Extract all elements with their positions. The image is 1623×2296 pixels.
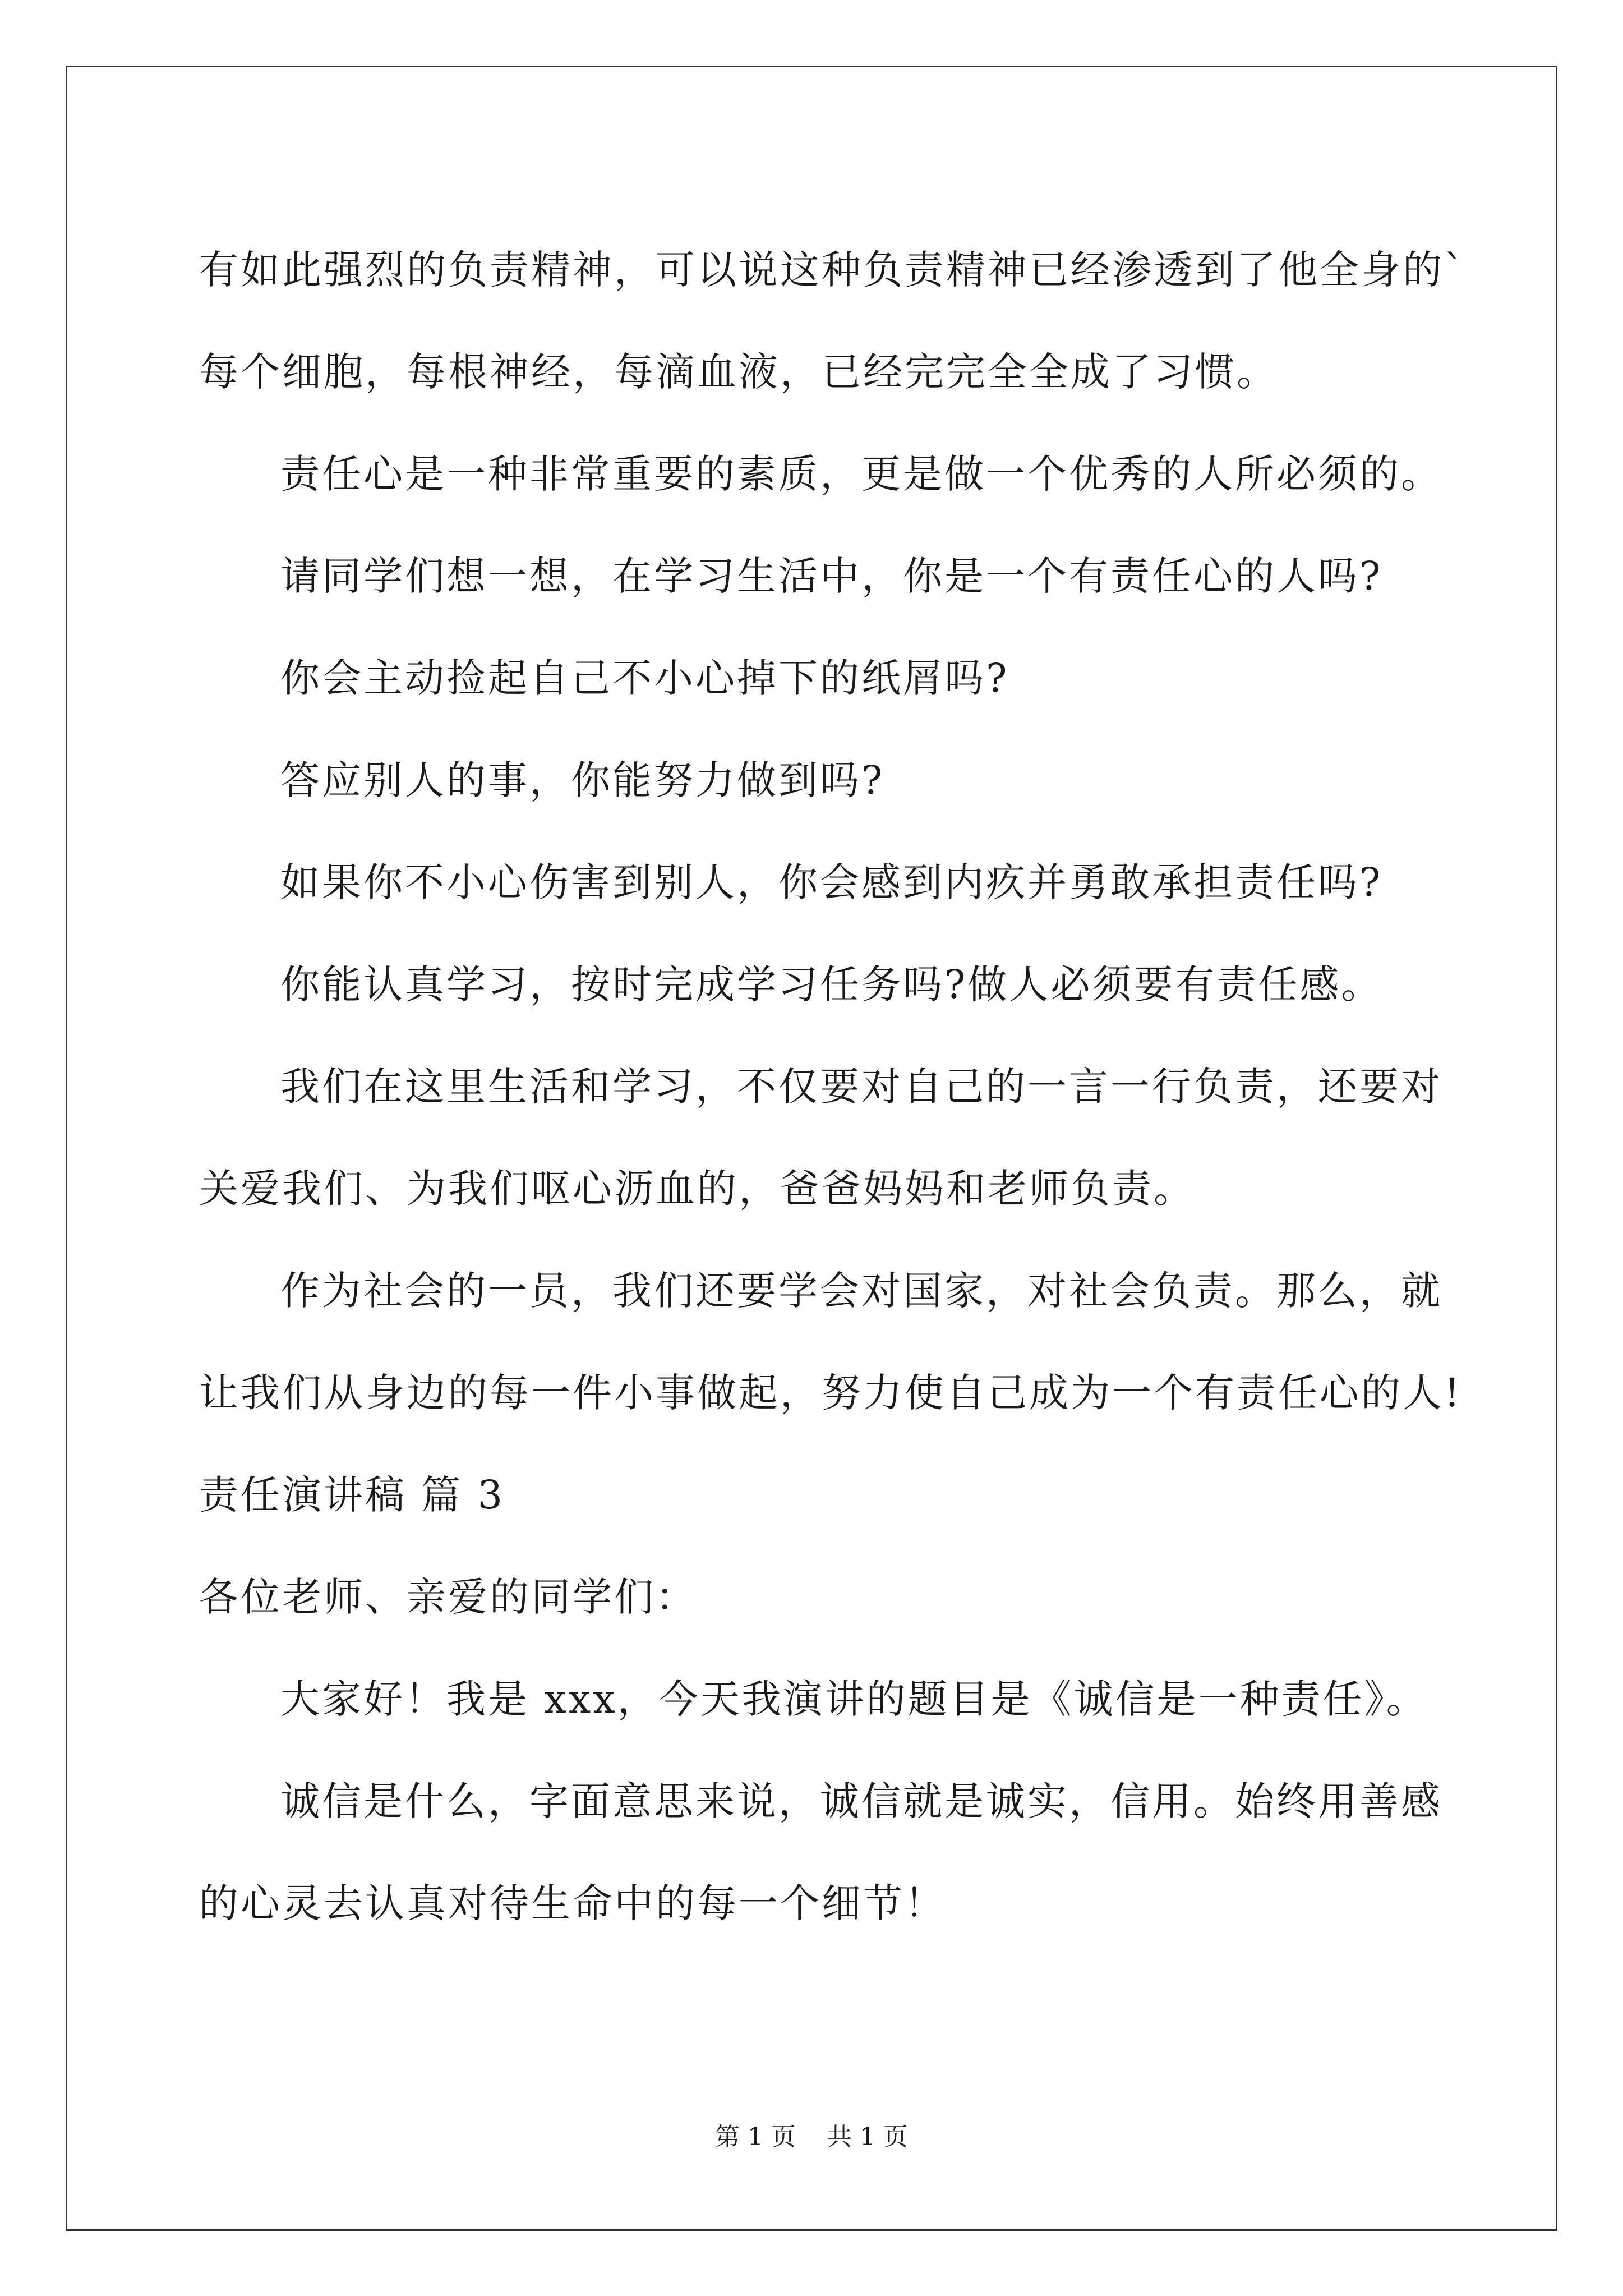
text-line: 的心灵去认真对待生命中的每一个细节！ (199, 1880, 946, 1926)
text-line: 作为社会的一员，我们还要学会对国家，对社会负责。那么，就 (280, 1268, 1442, 1314)
section-heading: 责任演讲稿 篇 3 (199, 1472, 505, 1518)
page-footer: 第 1 页 共 1 页 (715, 2123, 908, 2151)
text-line: 关爱我们、为我们呕心沥血的，爸爸妈妈和老师负责。 (199, 1166, 1195, 1212)
text-line: 责任心是一种非常重要的素质，更是做一个优秀的人所必须的。 (280, 451, 1442, 497)
text-line: 大家好！我是 xxx，今天我演讲的题目是《诚信是一种责任》。 (280, 1676, 1428, 1722)
text-line: 让我们从身边的每一件小事做起，努力使自己成为一个有责任心的人! (199, 1370, 1463, 1416)
salutation: 各位老师、亲爱的同学们： (199, 1574, 697, 1620)
text-line: 请同学们想一想，在学习生活中，你是一个有责任心的人吗? (280, 553, 1383, 599)
text-line: 有如此强烈的负责精神，可以说这种负责精神已经渗透到了他全身的` (199, 247, 1466, 293)
text-line: 答应别人的事，你能努力做到吗? (280, 757, 885, 803)
text-line: 诚信是什么，字面意思来说，诚信就是诚实，信用。始终用善感 (280, 1778, 1442, 1824)
text-line: 我们在这里生活和学习，不仅要对自己的一言一行负责，还要对 (280, 1064, 1442, 1110)
text-line: 每个细胞，每根神经，每滴血液，已经完完全全成了习惯。 (199, 349, 1278, 395)
text-line: 你会主动捡起自己不小心掉下的纸屑吗? (280, 655, 1009, 701)
document-body (199, 219, 1466, 1954)
text-line: 你能认真学习，按时完成学习任务吗?做人必须要有责任感。 (280, 961, 1383, 1007)
text-line: 如果你不小心伤害到别人，你会感到内疚并勇敢承担责任吗? (280, 859, 1383, 905)
